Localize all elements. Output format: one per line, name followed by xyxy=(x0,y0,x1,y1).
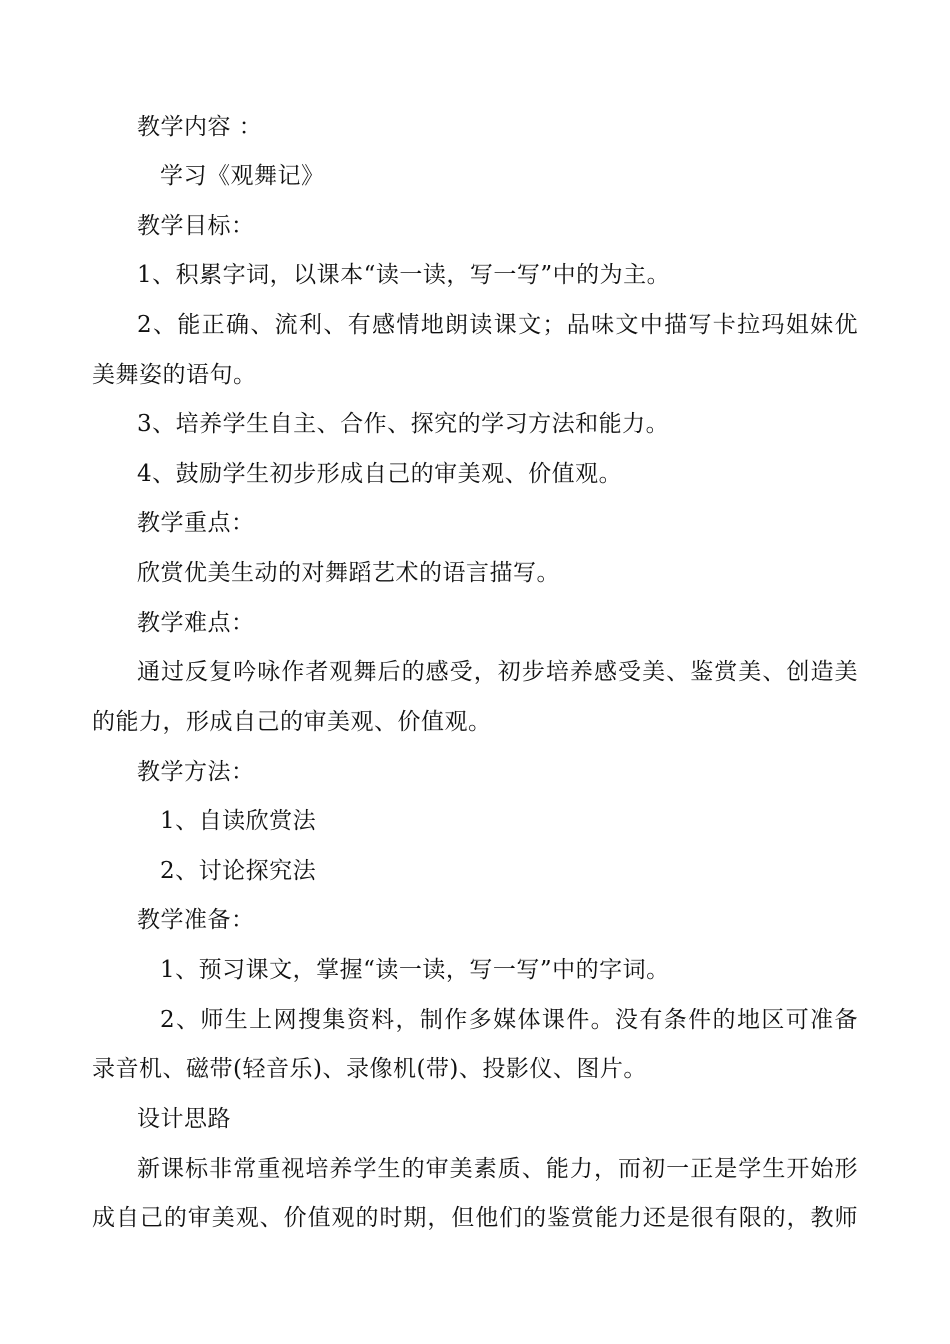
goal-item-2-line-2: 美舞姿的语句。 xyxy=(92,362,257,388)
preparation-item-1: 1、预习课文，掌握“读一读，写一写”中的字词。 xyxy=(160,957,670,983)
key-points-text: 欣赏优美生动的对舞蹈艺术的语言描写。 xyxy=(137,560,560,586)
difficulties-line-1: 通过反复吟咏作者观舞后的感受，初步培养感受美、鉴赏美、创造美 xyxy=(137,659,858,685)
method-item-2: 2、讨论探究法 xyxy=(160,858,317,884)
heading-preparation: 教学准备： xyxy=(137,907,255,933)
heading-teaching-content: 教学内容 ： xyxy=(137,114,263,140)
content-text: 学习《观舞记》 xyxy=(160,163,325,189)
goal-item-1: 1、积累字词，以课本“读一读，写一写”中的为主。 xyxy=(137,262,671,288)
method-item-1: 1、自读欣赏法 xyxy=(160,808,317,834)
heading-teaching-goals: 教学目标： xyxy=(137,213,255,239)
heading-methods: 教学方法： xyxy=(137,759,255,785)
heading-design-ideas: 设计思路 xyxy=(137,1106,231,1132)
design-ideas-line-2: 成自己的审美观、价值观的时期，但他们的鉴赏能力还是很有限的，教师 xyxy=(92,1205,858,1231)
preparation-item-2-line-1: 2、师生上网搜集资料，制作多媒体课件。没有条件的地区可准备 xyxy=(160,1007,858,1033)
goal-item-3: 3、培养学生自主、合作、探究的学习方法和能力。 xyxy=(137,411,670,437)
difficulties-line-2: 的能力，形成自己的审美观、价值观。 xyxy=(92,709,492,735)
heading-key-points: 教学重点： xyxy=(137,510,255,536)
goal-item-2-line-1: 2、能正确、流利、有感情地朗读课文；品味文中描写卡拉玛姐妹优 xyxy=(137,312,858,338)
goal-item-4: 4、鼓励学生初步形成自己的审美观、价值观。 xyxy=(137,461,623,487)
preparation-item-2-line-2: 录音机、磁带(轻音乐)、录像机(带)、投影仪、图片。 xyxy=(92,1056,647,1082)
design-ideas-line-1: 新课标非常重视培养学生的审美素质、能力，而初一正是学生开始形 xyxy=(137,1156,858,1182)
heading-difficulties: 教学难点： xyxy=(137,610,255,636)
